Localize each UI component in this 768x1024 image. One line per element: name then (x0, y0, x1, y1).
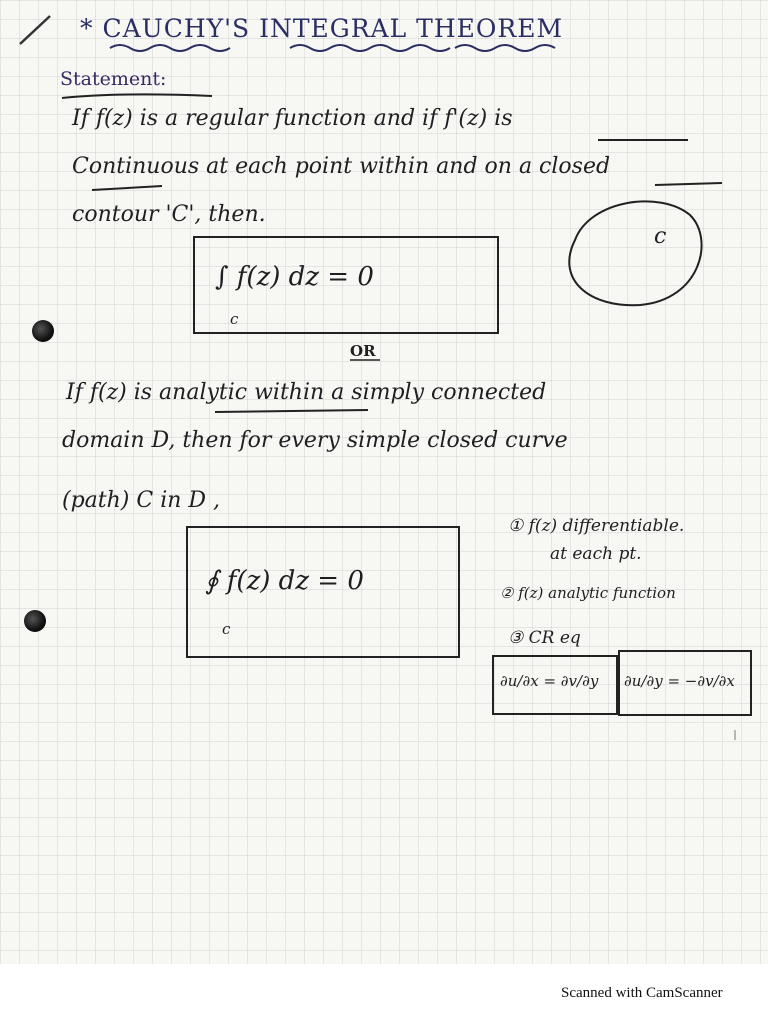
cr-equation-2: ∂u/∂y = −∂v/∂x (624, 672, 735, 690)
curve-label: c (654, 224, 667, 249)
statement-line-3: contour 'C', then. (72, 202, 266, 227)
note-1: ① f(z) differentiable. (508, 516, 685, 536)
integral-formula-2: ∮ f(z) dz = 0 (205, 566, 364, 596)
statement-heading: Statement: (60, 68, 167, 90)
integral-subscript-2: c (222, 620, 231, 638)
statement-line-2: Continuous at each point within and on a closed (72, 154, 611, 179)
integral-subscript-1: c (230, 310, 239, 328)
note-2: ② f(z) analytic function (500, 584, 676, 602)
scanner-watermark: Scanned with CamScanner (561, 985, 723, 1001)
second-line-3: (path) C in D , (62, 488, 221, 513)
integral-formula-1: ∫ f(z) dz = 0 (215, 262, 374, 292)
second-line-2: domain D, then for every simple closed curve (62, 428, 568, 453)
second-line-1: If f(z) is analytic within a simply connected (66, 380, 547, 405)
cr-equation-1: ∂u/∂x = ∂v/∂y (500, 672, 599, 690)
statement-line-1: If f(z) is a regular function and if f'(z) is (72, 106, 513, 131)
note-3: ③ CR eq (508, 628, 581, 648)
or-separator: OR (350, 342, 376, 360)
note-1-cont: at each pt. (550, 544, 642, 564)
page-title: * CAUCHY'S INTEGRAL THEOREM (80, 14, 564, 43)
